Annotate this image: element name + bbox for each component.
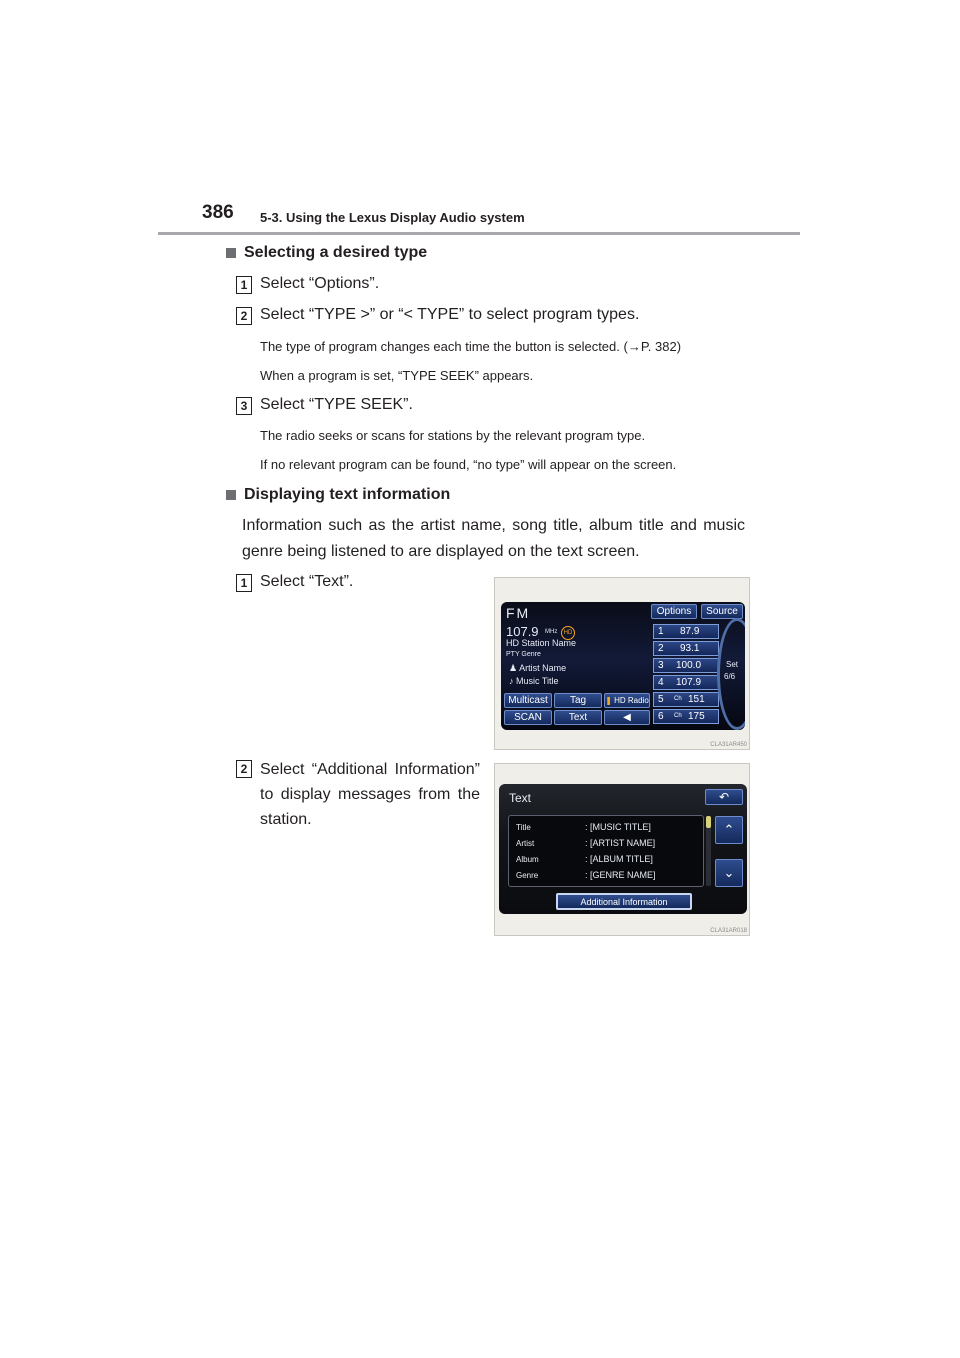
scroll-up-button[interactable] xyxy=(715,816,743,844)
text-screen-figure xyxy=(494,763,750,936)
step-number: 1 xyxy=(236,574,252,592)
source-button[interactable]: Source xyxy=(701,604,743,619)
step-number: 2 xyxy=(236,307,252,325)
note-text: The type of program changes each time the button is selected. (→P. 382) xyxy=(260,339,682,354)
row-label: Title xyxy=(516,823,531,832)
speaker-icon: ◀ xyxy=(623,712,631,723)
row-value: : [GENRE NAME] xyxy=(585,870,656,880)
preset-button-6[interactable]: 6 Ch 175 xyxy=(653,709,719,724)
scrollbar-thumb[interactable] xyxy=(706,816,711,828)
header-divider xyxy=(158,232,800,235)
preset-list xyxy=(653,624,719,726)
screen-title: Text xyxy=(509,791,532,805)
figure-code: CLA31AR450 xyxy=(710,742,747,748)
additional-information-button[interactable]: Additional Information xyxy=(556,893,692,910)
square-bullet-icon xyxy=(226,490,236,500)
artist-row: ♟ Artist Name xyxy=(509,663,567,673)
station-name: HD Station Name xyxy=(506,638,577,648)
music-note-icon: ♪ xyxy=(509,676,514,686)
step-text: Select “TYPE SEEK”. xyxy=(260,396,413,413)
double-chevron-down-icon: ⌄ xyxy=(723,865,735,880)
step-number: 2 xyxy=(236,760,252,778)
step-text: Select “Additional Information” to display messages from the station. xyxy=(260,761,480,828)
preset-button-5[interactable]: 5 Ch 151 xyxy=(653,692,719,707)
preset-button-3[interactable]: 3 100.0 xyxy=(653,658,719,673)
step-text: Select “TYPE >” or “< TYPE” to select program types. xyxy=(260,306,640,323)
back-button[interactable] xyxy=(705,789,743,805)
info-panel xyxy=(508,815,704,887)
program-genre: PTY Genre xyxy=(506,651,541,658)
options-button[interactable]: Options xyxy=(651,604,697,619)
heading-selecting-type: Selecting a desired type xyxy=(226,244,427,262)
preset-button-2[interactable]: 2 93.1 xyxy=(653,641,719,656)
row-label: Artist xyxy=(516,839,535,848)
paragraph: Information such as the artist name, song title, album title and music genre being listened to are displayed on the text screen. xyxy=(242,517,745,560)
double-chevron-up-icon: ⌃ xyxy=(723,822,735,837)
tag-button[interactable]: Tag xyxy=(554,693,602,708)
step-text: Select “Options”. xyxy=(260,275,380,292)
figure-code: CLA31AR018 xyxy=(710,928,747,934)
set-label: Set xyxy=(726,660,739,669)
radio-screen xyxy=(501,602,745,730)
heading-displaying-text: Displaying text information xyxy=(226,486,450,504)
section-title: 5-3. Using the Lexus Display Audio system xyxy=(260,210,525,225)
mhz-unit: MHz xyxy=(545,629,558,635)
page-indicator: 6/6 xyxy=(724,672,736,681)
step-text: Select “Text”. xyxy=(260,573,354,590)
square-bullet-icon xyxy=(226,248,236,258)
page-number: 386 xyxy=(202,202,234,223)
multicast-button[interactable]: Multicast xyxy=(504,693,552,708)
hd-icon: HD xyxy=(561,626,575,640)
step-number: 3 xyxy=(236,397,252,415)
preset-button-4[interactable]: 4 107.9 xyxy=(653,675,719,690)
title-row: ♪ Music Title xyxy=(509,676,559,686)
text-button[interactable]: Text xyxy=(554,710,602,725)
note-text: The radio seeks or scans for stations by the relevant program type. xyxy=(260,428,646,443)
hd-radio-button[interactable]: ❚ HD Radio xyxy=(604,693,650,708)
step-number: 1 xyxy=(236,276,252,294)
return-arrow-icon: ↶ xyxy=(718,790,730,804)
row-value: : [ALBUM TITLE] xyxy=(585,854,653,864)
scrollbar[interactable] xyxy=(706,816,711,886)
row-value: : [MUSIC TITLE] xyxy=(585,822,651,832)
frequency: 107.9 xyxy=(506,624,539,639)
sound-button[interactable] xyxy=(604,710,650,725)
hd-radio-indicator-icon: ❚ xyxy=(605,696,612,705)
row-label: Genre xyxy=(516,871,539,880)
scroll-down-button[interactable] xyxy=(715,859,743,887)
text-screen xyxy=(499,784,747,914)
person-icon: ♟ xyxy=(509,663,518,673)
row-value: : [ARTIST NAME] xyxy=(585,838,656,848)
band-label: FM xyxy=(506,605,531,621)
note-text: When a program is set, “TYPE SEEK” appears. xyxy=(260,368,534,383)
row-label: Album xyxy=(516,855,539,864)
preset-button-1[interactable]: 1 87.9 xyxy=(653,624,719,639)
scan-button[interactable]: SCAN xyxy=(504,710,552,725)
note-text: If no relevant program can be found, “no type” will appear on the screen. xyxy=(260,457,677,472)
radio-screen-figure xyxy=(494,577,750,750)
